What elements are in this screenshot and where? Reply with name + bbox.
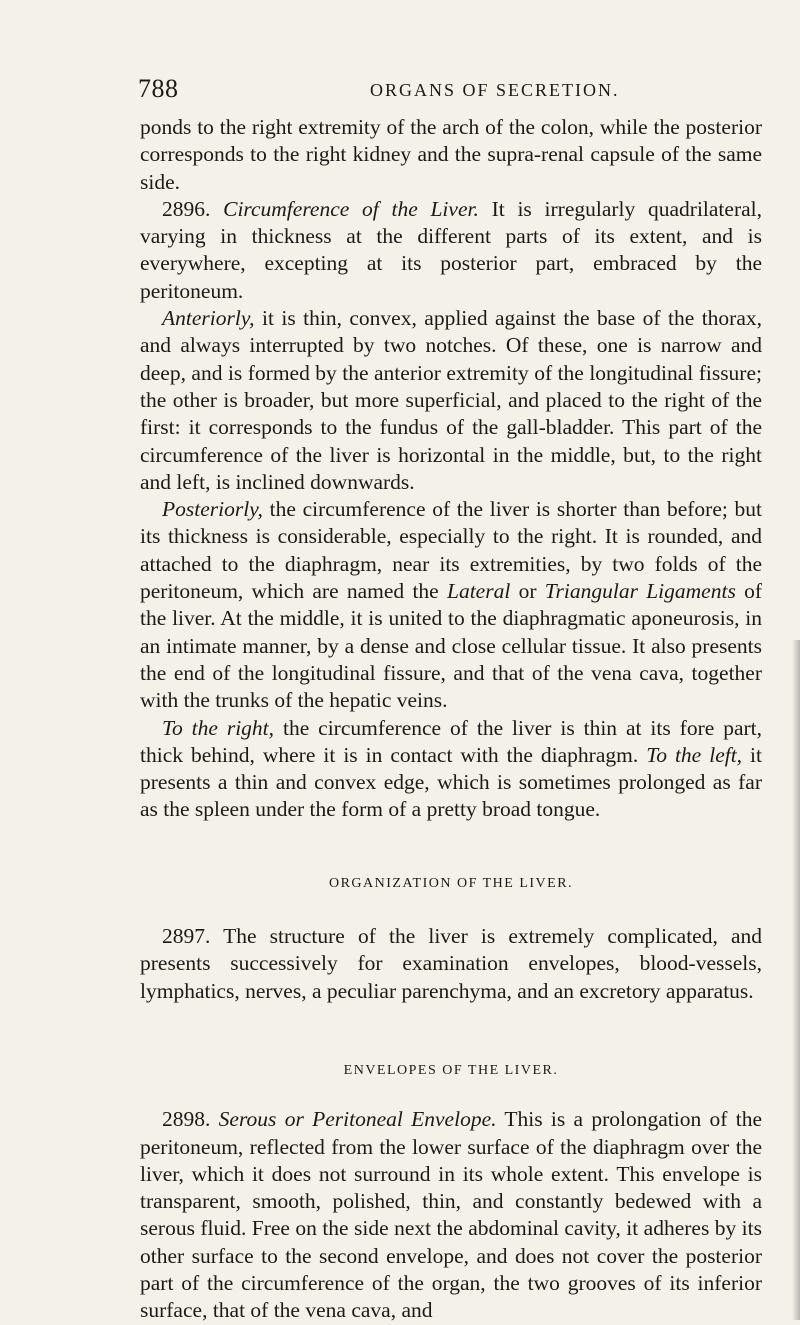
- paragraph-posteriorly: [140, 496, 762, 714]
- lead-term: Posteriorly,: [162, 497, 263, 522]
- paragraph-text: the circumference of the liver is thin at its fore part, thick behind, where it is in contact with the diaphragm.: [140, 715, 762, 767]
- section-heading-organization: ORGANIZATION OF THE LIVER.: [328, 875, 574, 891]
- paragraph-continuation: [140, 114, 762, 196]
- page-edge-shadow: [792, 640, 800, 1320]
- page-number: 788: [138, 74, 179, 103]
- page-header: [138, 74, 762, 108]
- running-head: ORGANS OF SECRETION.: [370, 80, 620, 100]
- body-text: [140, 114, 762, 1325]
- paragraph-2896: [140, 196, 762, 305]
- section-number: 2897.: [162, 924, 211, 949]
- term-lateral: Lateral: [446, 579, 511, 604]
- section-title: Circumference of the Liver.: [223, 196, 479, 221]
- paragraph-text: of the liver. At the middle, it is united to the diaphragmatic aponeurosis, in an intimate manner, by a dense and close cellular tissue. It also presents the end of the longitudinal fissure, and that of the vena cava, together with the trunks of the hepatic veins.: [140, 579, 762, 713]
- paragraph-anteriorly: [140, 305, 762, 496]
- lead-term: To the right,: [162, 715, 275, 740]
- conjunction: or: [510, 579, 545, 604]
- paragraph-text: the circumference of the liver is shorter than before; but its thickness is considerable, especially to the right. It is rounded, and attached to the diaphragm, near its extremities, by two folds of the peritoneum, which are named the: [140, 497, 762, 604]
- paragraph-text: it is thin, convex, applied against the base of the thorax, and always interrupted by two notches. Of these, one is narrow and deep, and is formed by the anterior extremity of the longitudinal fissure; the other is broader, but more superficial, and placed to the right of the first: it corresponds to the fundus of the gall-bladder. This part of the circumference of the liver is horizontal in the middle, but, to the right and left, is inclined downwards.: [140, 306, 762, 494]
- paragraph-text: The structure of the liver is extremely complicated, and presents successively for examination envelopes, blood-vessels, lymphatics, nerves, a peculiar parenchyma, and an excretory apparatus.: [140, 924, 762, 1003]
- lead-term: Anteriorly,: [162, 306, 255, 331]
- paragraph-right-left: [140, 715, 762, 824]
- paragraph-text: It is irregularly quadrilateral, varying in thickness at the different parts of its extent, and is everywhere, excepting at its posterior part, embraced by the peritoneum.: [140, 196, 762, 303]
- lead-term: To the left,: [646, 742, 743, 767]
- paragraph-text: This is a prolongation of the peritoneum, reflected from the lower surface of the diaphragm over the liver, which it does not surround in its whole extent. This envelope is transparent, smooth, polished, thin, and constantly bedewed with a serous fluid. Free on the side next the abdominal cavity, it adheres by its other surface to the second envelope, and does not cover the posterior part of the circumference of the organ, the two grooves of its inferior surface, that of the vena cava, and: [140, 1107, 762, 1323]
- term-triangular-ligaments: Triangular Ligaments: [544, 579, 736, 604]
- paragraph-text: ponds to the right extremity of the arch of the colon, while the posterior corresponds to the right kidney and the supra-renal capsule of the same side.: [140, 115, 762, 194]
- section-number: 2896.: [162, 196, 211, 221]
- paragraph-2897: [140, 923, 762, 1005]
- paragraph-2898: [140, 1106, 762, 1324]
- section-heading-envelopes: ENVELOPES OF THE LIVER.: [343, 1062, 559, 1078]
- section-number: 2898.: [162, 1107, 211, 1132]
- paragraph-text: it presents a thin and convex edge, which is sometimes prolonged as far as the spleen under the form of a pretty broad tongue.: [140, 742, 763, 822]
- section-title: Serous or Peritoneal Envelope.: [218, 1107, 497, 1132]
